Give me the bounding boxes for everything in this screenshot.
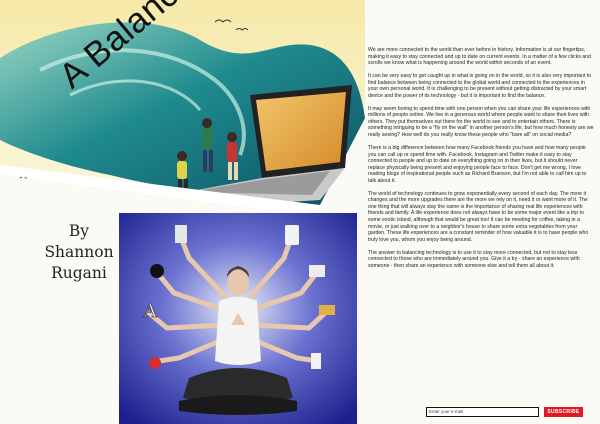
- svg-text:A: A: [143, 300, 158, 322]
- author-byline: [34, 221, 124, 284]
- article-paragraph-6: The answer to balancing technology is to use it to stay more connected, but not to stay less connected to those who are immediately around you. Give it a try - share an experience with someone - then share an experience with someone else and tell them all about it.: [368, 249, 580, 269]
- article-paragraph-1: We are more connected to the world than ever before in history. Information is at our fingertips, making it easy to stay connected and up to date on current events. In a matter of a few clicks and scrolls we know what is happening around the world within seconds of an event.: [368, 47, 591, 67]
- woman-with-many-arms-photo: [119, 213, 357, 424]
- article-body: [368, 47, 594, 276]
- byline-by: By: [68, 222, 90, 240]
- article-paragraph-5: The world of technology continues to grow exponentially every second of each day. The more it changes and the more upgrades there are the more we rely on it, need it or want more of it. The one thing that will always stay the same is the importance of sharing real life experiences with friends and family. A life experience does not always have to be some major event like a trip to some exotic island, although that would be great too! It can be meeting for coffee, taking in a movie, or just walking over to a neighbor's house to share some extra vegetables from your garden. These life experiences are a constant reminder of how valuable it is to have people who truly love you, whom you enjoy being around.: [368, 190, 589, 243]
- article-paragraph-3: It may seem boring to spend time with one person when you can share your life experiences with millions of people online. We live in a generous world where people want to share their lives with others. They put themselves out there for the world to see and to entertain others. There is something intriguing to be a "fly on the wall" in another person's life, but how much honesty are we really seeing? How well do you really know these people who "bare all" on social media?: [368, 105, 594, 139]
- article-paragraph-4: There is a big difference between how many Facebook friends you have and how many people you can call up or spend time with. Facebook, Instagram and Twitter make it easy to stay connected to people and up to date on everything going on in their lives, but it should never replace physically being present and enjoying people face to face. Don't get me wrong, I love reading blogs of inspirational people such as Richard Branson, but I'm not able to call him up to talk about it.: [368, 145, 587, 184]
- subscribe-button[interactable]: SUBSCRIBE: [544, 407, 583, 417]
- email-input[interactable]: Enter your e-mail: [426, 407, 539, 417]
- byline-last-name: Rugani: [51, 264, 107, 282]
- byline-first-name: Shannon: [44, 243, 114, 261]
- article-paragraph-2: It can be very easy to get caught up in what is going on in the world, so it is also very important to find balance between being connected to the global world and connected to the experiences in your own personal world. It is challenging to be present without getting distracted by your smart device and the power of its technology - but it is important to find the balance.: [368, 73, 592, 99]
